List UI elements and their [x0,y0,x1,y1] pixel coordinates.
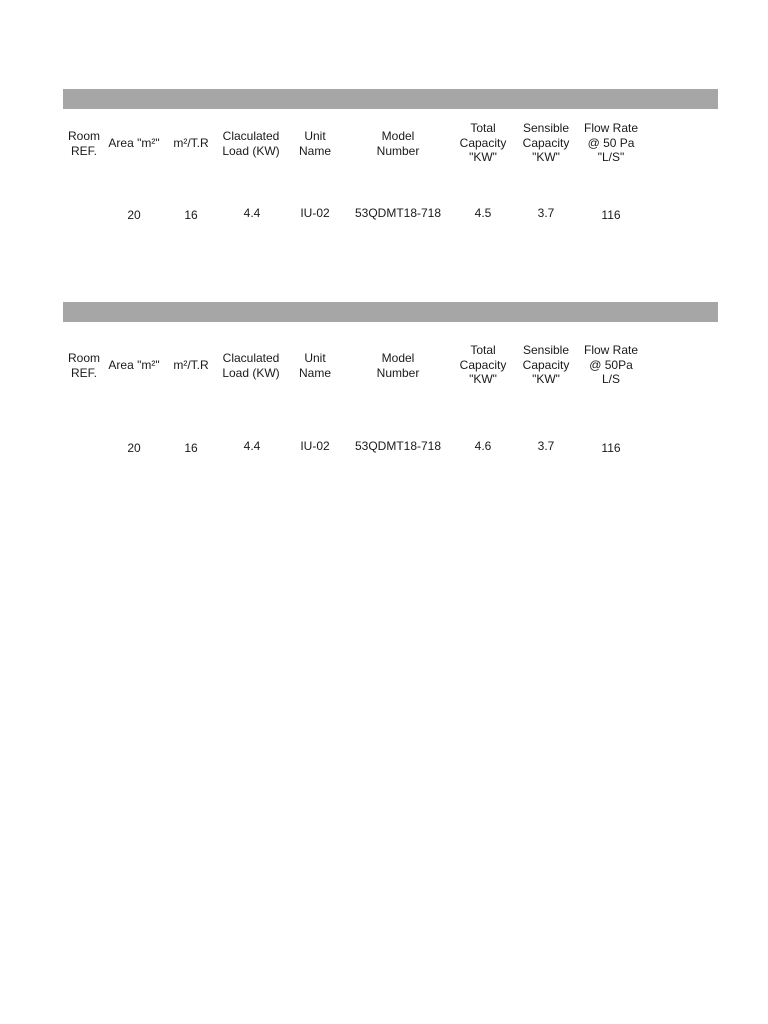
cell-total-capacity: 4.5 [474,206,492,220]
header-calculated-load: Claculated Load (KW) [222,351,280,380]
cell-unit-name: IU-02 [300,439,330,453]
cell-area: 20 [127,441,141,455]
cell-calculated-load: 4.4 [243,206,261,220]
cell-model-number: 53QDMT18-718 [354,439,442,453]
cell-sensible-capacity: 3.7 [537,206,555,220]
header-flow-rate: Flow Rate @ 50 Pa "L/S" [583,121,639,164]
header-total-capacity: Total Capacity "KW" [459,343,507,386]
cell-m2-tr: 16 [184,441,198,455]
header-room-ref: Room REF. [67,129,101,158]
header-unit-name: Unit Name [298,129,332,158]
cell-model-number: 53QDMT18-718 [354,206,442,220]
cell-m2-tr: 16 [184,208,198,222]
cell-unit-name: IU-02 [300,206,330,220]
header-m2-tr: m²/T.R [173,136,209,150]
cell-total-capacity: 4.6 [474,439,492,453]
cell-flow-rate: 116 [601,208,621,222]
header-sensible-capacity: Sensible Capacity "KW" [522,343,570,386]
header-flow-rate: Flow Rate @ 50Pa L/S [583,343,639,386]
cell-calculated-load: 4.4 [243,439,261,453]
header-m2-tr: m²/T.R [173,358,209,372]
equipment-table-2 [0,302,768,455]
section-header-band [63,302,718,322]
header-area: Area "m²" [108,136,160,150]
header-calculated-load: Claculated Load (KW) [222,129,280,158]
cell-flow-rate: 116 [601,441,621,455]
cell-area: 20 [127,208,141,222]
header-unit-name: Unit Name [298,351,332,380]
header-room-ref: Room REF. [67,351,101,380]
header-area: Area "m²" [108,358,160,372]
header-model-number: Model Number [376,351,420,380]
section-header-band [63,89,718,109]
header-model-number: Model Number [376,129,420,158]
cell-sensible-capacity: 3.7 [537,439,555,453]
header-total-capacity: Total Capacity "KW" [459,121,507,164]
header-sensible-capacity: Sensible Capacity "KW" [522,121,570,164]
equipment-table-1 [0,89,768,239]
